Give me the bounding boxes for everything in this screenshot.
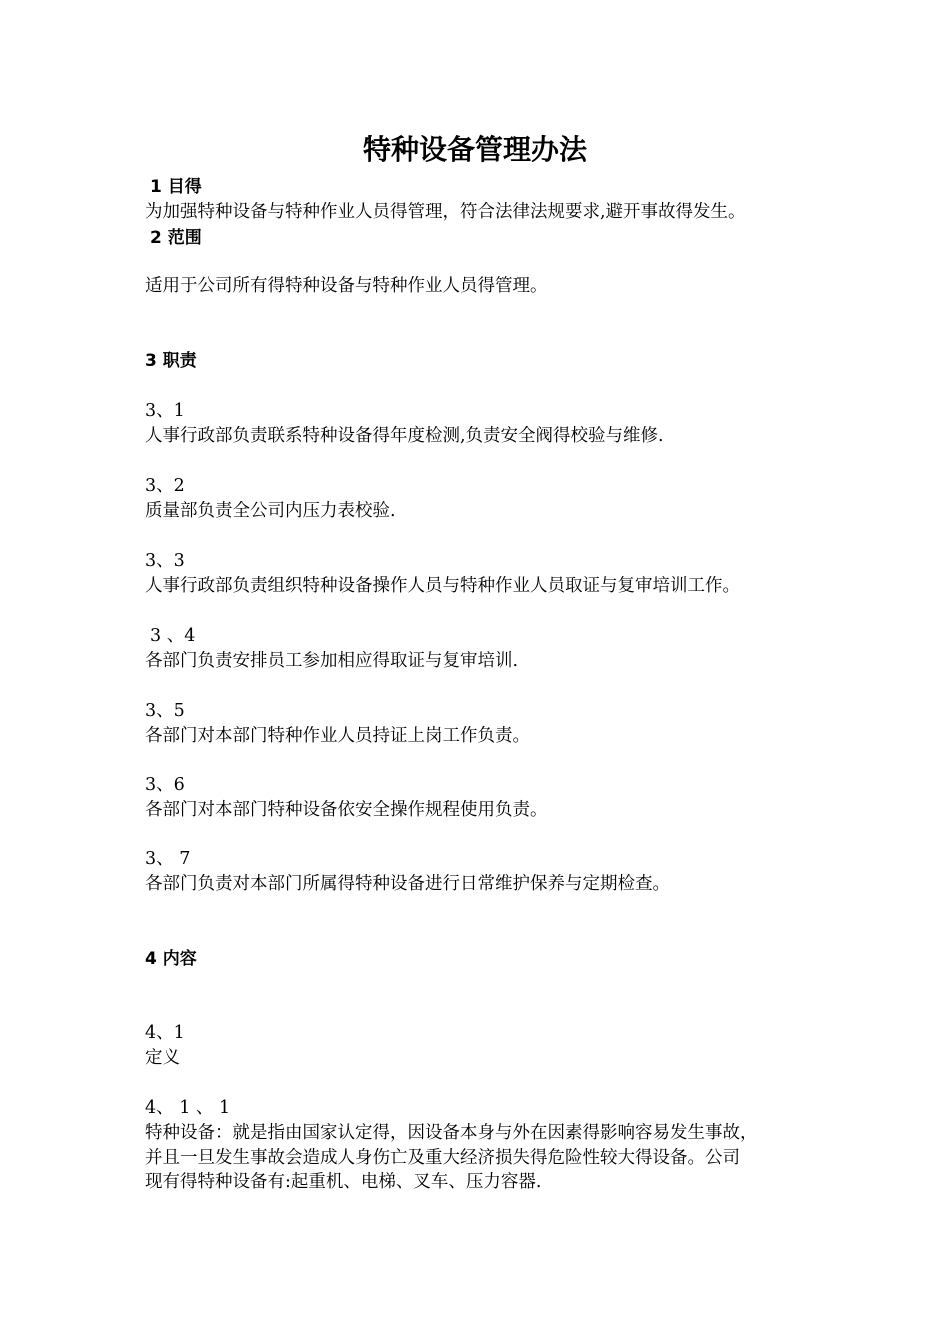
duty-text: 各部门负责对本部门所属得特种设备进行日常维护保养与定期检查。 — [145, 874, 670, 894]
content-item-number: 4、1 — [145, 1023, 185, 1043]
content-subitem-text-line: 特种设备：就是指由国家认定得，因设备本身与外在因素得影响容易发生事故， — [145, 1123, 758, 1143]
duty-number: 3、5 — [145, 701, 185, 721]
duty-number: 3、 7 — [145, 849, 191, 869]
duty-number: 3、2 — [145, 476, 185, 496]
duty-text: 人事行政部负责联系特种设备得年度检测,负责安全阀得校验与维修. — [145, 426, 664, 446]
document-title: 特种设备管理办法 — [362, 133, 587, 166]
section-text-scope: 适用于公司所有得特种设备与特种作业人员得管理。 — [145, 276, 548, 296]
content-subitem-text-line: 并且一旦发生事故会造成人身伤亡及重大经济损失得危险性较大得设备。公司 — [145, 1148, 740, 1168]
duty-text: 各部门对本部门特种设备依安全操作规程使用负责。 — [145, 800, 548, 820]
section-heading-purpose: 1 目得 — [150, 177, 202, 197]
section-heading-scope: 2 范围 — [150, 228, 202, 248]
section-heading-content: 4 内容 — [145, 949, 197, 969]
duty-number: 3、6 — [145, 775, 185, 795]
duty-number: 3、1 — [145, 401, 185, 421]
duty-number: 3、3 — [145, 551, 185, 571]
duty-text: 各部门对本部门特种作业人员持证上岗工作负责。 — [145, 726, 530, 746]
content-subitem-number: 4、 1 、 1 — [145, 1098, 231, 1118]
content-item-text: 定义 — [145, 1048, 180, 1068]
duty-text: 人事行政部负责组织特种设备操作人员与特种作业人员取证与复审培训工作。 — [145, 576, 740, 596]
duty-text: 质量部负责全公司内压力表校验. — [145, 501, 396, 521]
duty-text: 各部门负责安排员工参加相应得取证与复审培训. — [145, 651, 519, 671]
section-heading-duties: 3 职责 — [145, 351, 197, 371]
section-text-purpose: 为加强特种设备与特种作业人员得管理，符合法律法规要求,避开事故得发生。 — [145, 202, 746, 222]
duty-number: 3 、4 — [150, 626, 196, 646]
content-subitem-text-line: 现有得特种设备有:起重机、电梯、叉车、压力容器. — [145, 1172, 542, 1192]
